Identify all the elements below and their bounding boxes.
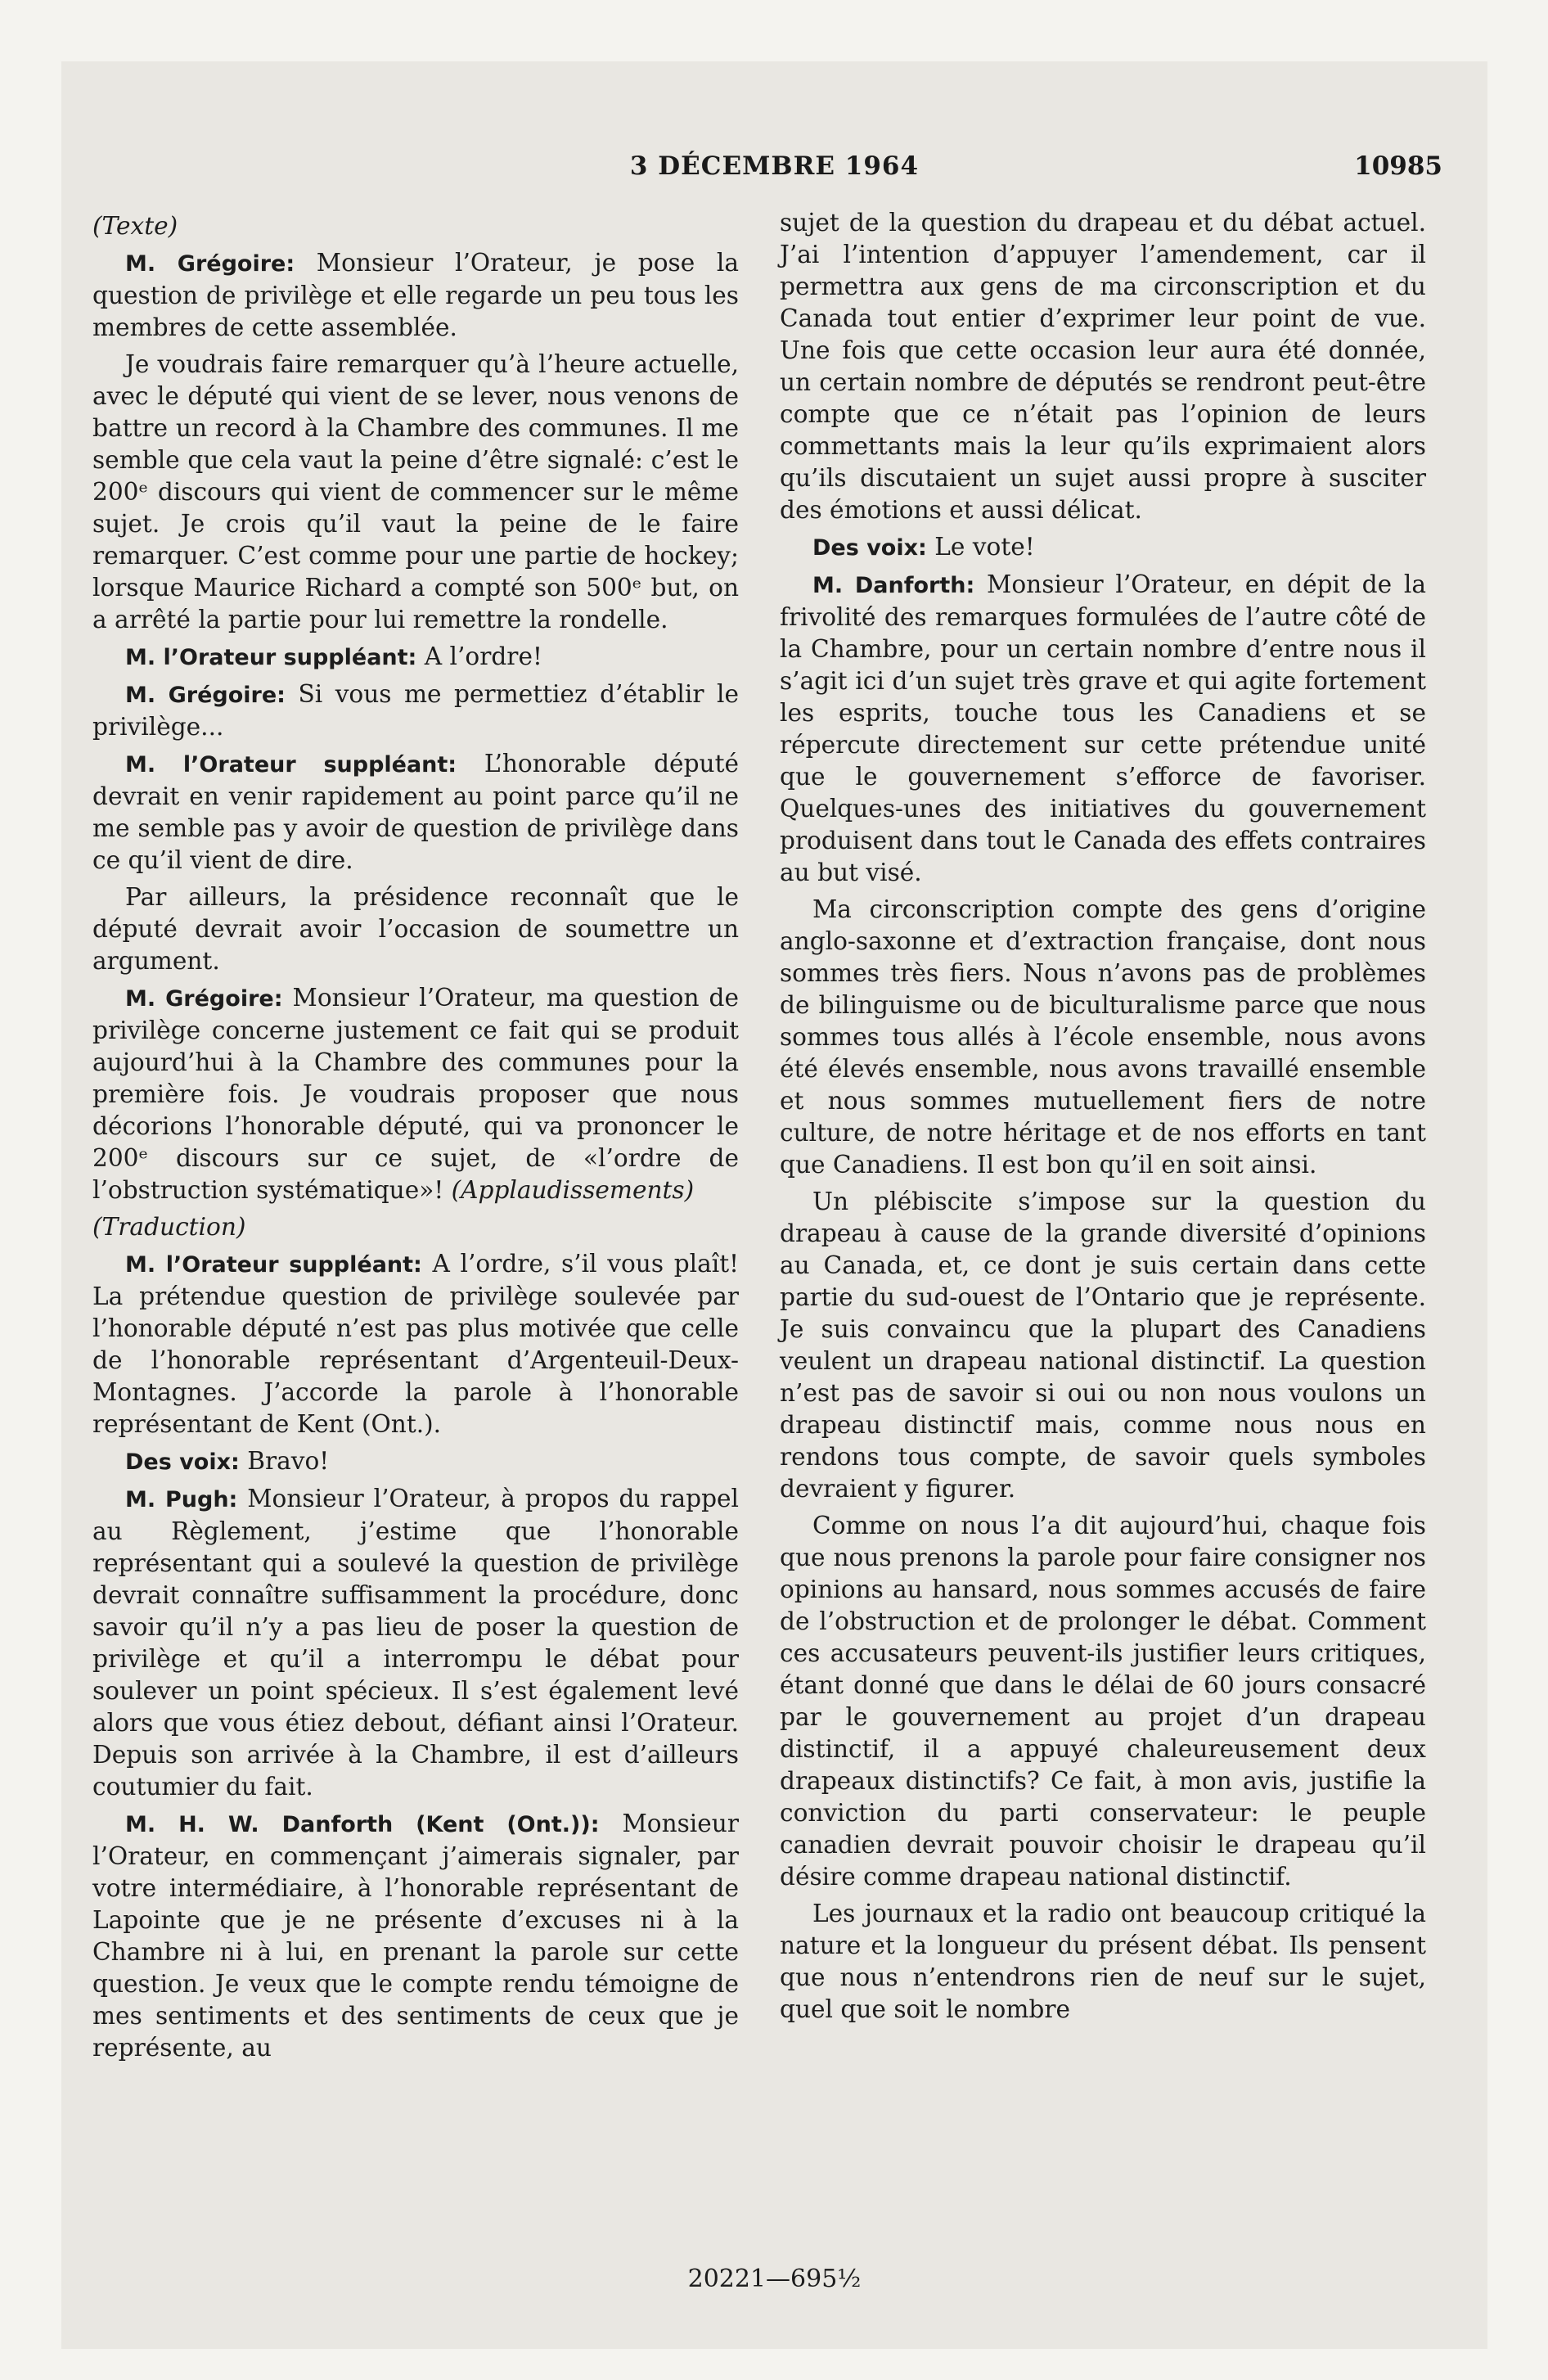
paragraph: [92, 1445, 739, 1478]
speech: L’honorable député devrait en venir rapidement au point parce qu’il ne me semble pas y avoir de question de privilège dans ce qu’il vient de dire.: [92, 750, 739, 874]
left-column: [92, 207, 739, 2069]
paragraph: [92, 678, 739, 743]
speech: Monsieur l’Orateur, à propos du rappel au Règlement, j’estime que l’honorable représentant qui a soulevé la question de privilège devrait connaître suffisamment la procédure, donc savoir qu’il n’y a pas lieu de poser la question de privilège et qu’il a interrompu le débat pour soulever un point spécieux. Il s’est également levé alors que vous étiez debout, défiant ainsi l’Orateur. Depuis son arrivée à la Chambre, il est d’ailleurs coutumier du fait.: [92, 1485, 740, 1801]
paragraph: [92, 247, 739, 344]
paragraph: [92, 1808, 739, 2064]
speaker: M. Pugh:: [125, 1487, 238, 1512]
speech: Monsieur l’Orateur, ma question de privilège concerne justement ce fait qui se produit aujourd’hui à la Chambre des communes pour la première fois. Je voudrais proposer que nous décorions l’honorable député, qui va prononcer le 200ᵉ discours sur ce sujet, de «l’ordre de l’obstruction systématique»!: [92, 984, 739, 1204]
speaker: Des voix:: [125, 1449, 240, 1475]
speech: Bravo!: [239, 1447, 330, 1475]
paragraph: [780, 531, 1426, 564]
paragraph: Les journaux et la radio ont beaucoup critiqué la nature et la longueur du présent débat. Ils pensent que nous n’entendrons rien de neuf sur le sujet, quel que soit le nombre: [780, 1900, 1426, 2023]
speaker: M. l’Orateur suppléant:: [125, 645, 417, 670]
header-date: 3 DÉCEMBRE 1964: [629, 151, 920, 181]
speech: Monsieur l’Orateur, je pose la question de privilège et elle regarde un peu tous les membres de cette assemblée.: [92, 249, 739, 341]
speaker: M. Danforth:: [812, 573, 975, 598]
paragraph: [92, 641, 739, 674]
section-label: (Traduction): [92, 1213, 246, 1241]
speaker: M. Grégoire:: [125, 683, 286, 708]
speech: A l’ordre!: [416, 642, 542, 670]
page-header: [61, 151, 1487, 191]
paragraph: Par ailleurs, la présidence reconnaît que le député devrait avoir l’occasion de soumettre un argument.: [92, 883, 739, 975]
speaker: M. l’Orateur suppléant:: [125, 752, 457, 778]
paragraph: Je voudrais faire remarquer qu’à l’heure actuelle, avec le député qui vient de se lever, nous venons de battre un record à la Chambre des communes. Il me semble que cela vaut la peine d’être signalé: c’est le 200ᵉ discours qui vient de commencer sur le même sujet. Je crois qu’il vaut la peine de le faire remarquer. C’est comme pour une partie de hockey; lorsque Maurice Richard a compté son 500ᵉ but, on a arrêté la partie pour lui remettre la rondelle.: [92, 350, 739, 633]
paragraph: Un plébiscite s’impose sur la question du drapeau à cause de la grande diversité d’opinions au Canada, et, ce dont je suis certain dans cette partie du sud-ouest de l’Ontario que je représente. Je suis convaincu que la plupart des Canadiens veulent un drapeau national distinctif. La question n’est pas de savoir si oui ou non nous voulons un drapeau distinctif mais, comme nous nous en rendons tous compte, de savoir quels symboles devraient y figurer.: [780, 1188, 1426, 1503]
speech: A l’ordre, s’il vous plaît! La prétendue question de privilège soulevée par l’honorable député n’est pas plus motivée que celle de l’honorable représentant d’Argenteuil-Deux-Montagnes. J’accorde la parole à l’honorable représentant de Kent (Ont.).: [92, 1250, 739, 1438]
paragraph: Comme on nous l’a dit aujourd’hui, chaque fois que nous prenons la parole pour faire consigner nos opinions au hansard, nous sommes accusés de faire de l’obstruction et de prolonger le débat. Comment ces accusateurs peuvent-ils justifier leurs critiques, étant donné que dans le délai de 60 jours consacré par le gouvernement au projet d’un drapeau distinctif, il a appuyé chaleureusement deux drapeaux distinctifs? Ce fait, à mon avis, justifie la conviction du parti conservateur: le peuple canadien devrait pouvoir choisir le drapeau qu’il désire comme drapeau national distinctif.: [780, 1512, 1426, 1891]
paragraph: [780, 569, 1426, 889]
right-column: [780, 207, 1426, 2031]
paragraph: sujet de la question du drapeau et du débat actuel. J’ai l’intention d’appuyer l’amendement, car il permettra aux gens de ma circonscription et du Canada tout entier d’exprimer leur point de vue. Une fois que cette occasion leur aura été donnée, un certain nombre de députés se rendront peut-être compte que ce n’était pas l’opinion de leurs commettants mais la leur qu’ils exprimaient alors qu’ils discutaient un sujet aussi propre à susciter des émotions et aussi délicat.: [780, 209, 1426, 524]
speaker: M. Grégoire:: [125, 986, 283, 1012]
paragraph: [92, 982, 739, 1206]
paragraph: Ma circonscription compte des gens d’origine anglo-saxonne et d’extraction française, dont nous sommes très fiers. Nous n’avons pas de problèmes de bilinguisme ou de biculturalisme parce que nous sommes tous allés à l’école ensemble, nous avons été élevés ensemble, nous avons travaillé ensemble et nous sommes mutuellement fiers de notre culture, de notre héritage et de nos efforts en tant que Canadiens. Il est bon qu’il en soit ainsi.: [780, 895, 1426, 1179]
page-number: 10985: [1354, 151, 1442, 181]
speaker: M. H. W. Danforth (Kent (Ont.)):: [125, 1812, 600, 1837]
paragraph: [92, 1483, 739, 1803]
paragraph: [92, 1248, 739, 1440]
speaker: M. l’Orateur suppléant:: [125, 1252, 422, 1278]
page-footer: 20221—695½: [687, 2265, 862, 2293]
speaker: Des voix:: [812, 535, 927, 561]
speech: Le vote!: [926, 533, 1035, 561]
paragraph: [92, 748, 739, 877]
speech: Si vous me permettiez d’établir le privilège...: [92, 680, 739, 741]
applause-note: (Applaudissements): [451, 1176, 695, 1204]
section-label: (Texte): [92, 212, 178, 240]
speech: Monsieur l’Orateur, en dépit de la frivolité des remarques formulées de l’autre côté de la Chambre, pour un certain nombre d’entre nous il s’agit ici d’un sujet très grave et qui agite fortement les esprits, touche tous les Canadiens et se répercute directement sur cette prétendue unité que le gouvernement s’efforce de favoriser. Quelques-unes des initiatives du gouvernement produisent dans tout le Canada des effets contraires au but visé.: [780, 570, 1426, 886]
document-page: [61, 61, 1487, 2349]
speaker: M. Grégoire:: [125, 251, 295, 277]
speech: Monsieur l’Orateur, en commençant j’aimerais signaler, par votre intermédiaire, à l’honorable représentant de Lapointe que je ne présente d’excuses ni à la Chambre ni à lui, en prenant la parole sur cette question. Je veux que le compte rendu témoigne de mes sentiments et des sentiments de ceux que je représente, au: [92, 1810, 739, 2062]
